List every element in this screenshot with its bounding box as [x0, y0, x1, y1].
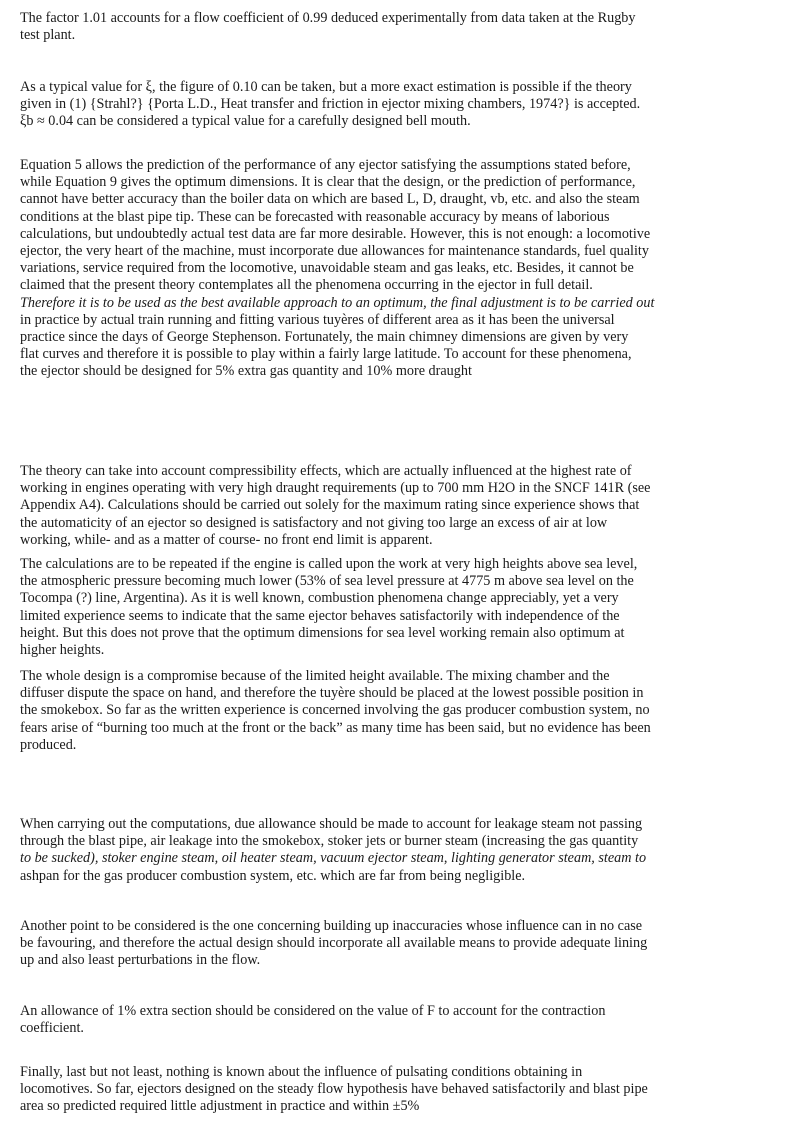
text-line: up and also least perturbations in the flow. — [20, 952, 261, 969]
text-line: flat curves and therefore it is possible to play within a fairly large latitude. To account for these phenomena, — [20, 346, 632, 363]
text-line: be favouring, and therefore the actual design should incorporate all available means to provide adequate lining — [20, 935, 648, 952]
text-line: higher heights. — [20, 642, 105, 659]
text-line: in practice by actual train running and fitting various tuyères of different area as it has been the universal — [20, 311, 615, 328]
paragraph-high-altitude — [20, 556, 788, 659]
text-line: working in engines operating with very high draught requirements (up to 700 mm H2O in the SNCF 141R (see — [20, 480, 651, 497]
text-line: area so predicted required little adjustment in practice and within ±5% — [20, 1098, 420, 1115]
text-line: the automaticity of an ejector so designed is satisfactory and not giving too large an excess of air at low — [20, 514, 608, 531]
paragraph-equation-5 — [20, 157, 788, 381]
text-line: produced. — [20, 736, 77, 753]
paragraph-compromise — [20, 668, 788, 754]
text-line: the smokebox. So far as the written experience is concerned involving the gas producer combustion system, no — [20, 702, 650, 719]
text-line: As a typical value for ξ, the figure of 0.10 can be taken, but a more exact estimation is possible if the theory — [20, 79, 632, 95]
text-line: The calculations are to be repeated if the engine is called upon the work at very high heights above sea level, — [20, 556, 638, 572]
text-line: practice since the days of George Stephenson. Fortunately, the main chimney dimensions are given by very — [20, 329, 629, 346]
text-line: Therefore it is to be used as the best available approach to an optimum, the final adjustment is to be carried out — [20, 294, 655, 311]
text-line: test plant. — [20, 27, 76, 44]
text-line: given in (1) {Strahl?} {Porta L.D., Heat transfer and friction in ejector mixing chambers, 1974?} is accepted. — [20, 96, 641, 113]
text-line: conditions at the blast pipe tip. These can be forecasted with reasonable accuracy by means of laborious — [20, 208, 610, 225]
paragraph-inaccuracies — [20, 918, 788, 970]
text-line: ejector, the very heart of the machine, must incorporate due allowances for maintenance standards, fuel quality — [20, 243, 649, 260]
text-line: fears arise of “burning too much at the front or the back” as many time has been said, but no evidence has been — [20, 719, 651, 736]
paragraph-computations — [20, 816, 788, 885]
text-line: coefficient. — [20, 1020, 84, 1037]
text-line: When carrying out the computations, due allowance should be made to account for leakage steam not passing — [20, 816, 643, 832]
text-line: Tocompa (?) line, Argentina). As it is well known, combustion phenomena change appreciably, yet a very — [20, 590, 619, 607]
text-line: Finally, last but not least, nothing is known about the influence of pulsating conditions obtaining in — [20, 1064, 583, 1080]
text-line: limited experience seems to indicate that the same ejector behaves satisfactorily with independence of the — [20, 607, 620, 624]
text-line: variations, service required from the locomotive, unavoidable steam and gas leaks, etc. Besides, it cannot be — [20, 260, 634, 277]
text-line: the atmospheric pressure becoming much lower (53% of sea level pressure at 4775 m above sea level on the — [20, 573, 634, 590]
text-line: claimed that the present theory contemplates all the phenomena occurring in the ejector in full detail. — [20, 277, 593, 294]
text-line: An allowance of 1% extra section should be considered on the value of F to account for the contraction — [20, 1003, 606, 1019]
text-line: the ejector should be designed for 5% extra gas quantity and 10% more draught — [20, 363, 472, 380]
text-line: The factor 1.01 accounts for a flow coefficient of 0.99 deduced experimentally from data taken at the Rugby — [20, 10, 636, 26]
text-line: Another point to be considered is the one concerning building up inaccuracies whose influence can in no case — [20, 918, 643, 934]
paragraph-flow-coefficient — [20, 10, 788, 44]
text-line: to be sucked), stoker engine steam, oil heater steam, vacuum ejector steam, lighting generator steam, steam to — [20, 850, 647, 867]
paragraph-typical-xi — [20, 79, 788, 131]
text-line: The whole design is a compromise because of the limited height available. The mixing chamber and the — [20, 668, 610, 684]
text-line: ξb ≈ 0.04 can be considered a typical value for a carefully designed bell mouth. — [20, 113, 471, 130]
text-line: cannot have better accuracy than the boiler data on which are based L, D, draught, vb, etc. and also the steam — [20, 191, 640, 208]
text-line: while Equation 9 gives the optimum dimensions. It is clear that the design, or the prediction of performance, — [20, 174, 636, 191]
text-line: ashpan for the gas producer combustion system, etc. which are far from being negligible. — [20, 867, 526, 884]
text-line: The theory can take into account compressibility effects, which are actually influenced at the highest rate of — [20, 463, 632, 479]
paragraph-pulsating — [20, 1064, 788, 1116]
text-line: Equation 5 allows the prediction of the performance of any ejector satisfying the assumptions stated before, — [20, 157, 631, 173]
text-line: locomotives. So far, ejectors designed on the steady flow hypothesis have behaved satisfactorily and blast pipe — [20, 1081, 648, 1098]
text-line: Appendix A4). Calculations should be carried out solely for the maximum rating since experience shows that — [20, 497, 640, 514]
paragraph-allowance — [20, 1003, 788, 1037]
text-line: calculations, but undoubtedly actual test data are far more desirable. However, this is not enough: a locomotive — [20, 225, 651, 242]
text-line: height. But this does not prove that the optimum dimensions for sea level working remain also optimum at — [20, 624, 625, 641]
text-line: working, while- and as a matter of course- no front end limit is apparent. — [20, 531, 433, 548]
text-line: through the blast pipe, air leakage into the smokebox, stoker jets or burner steam (increasing the gas quantity — [20, 833, 639, 850]
paragraph-compressibility — [20, 463, 788, 549]
text-line: diffuser dispute the space on hand, and therefore the tuyère should be placed at the lowest possible position in — [20, 685, 644, 702]
